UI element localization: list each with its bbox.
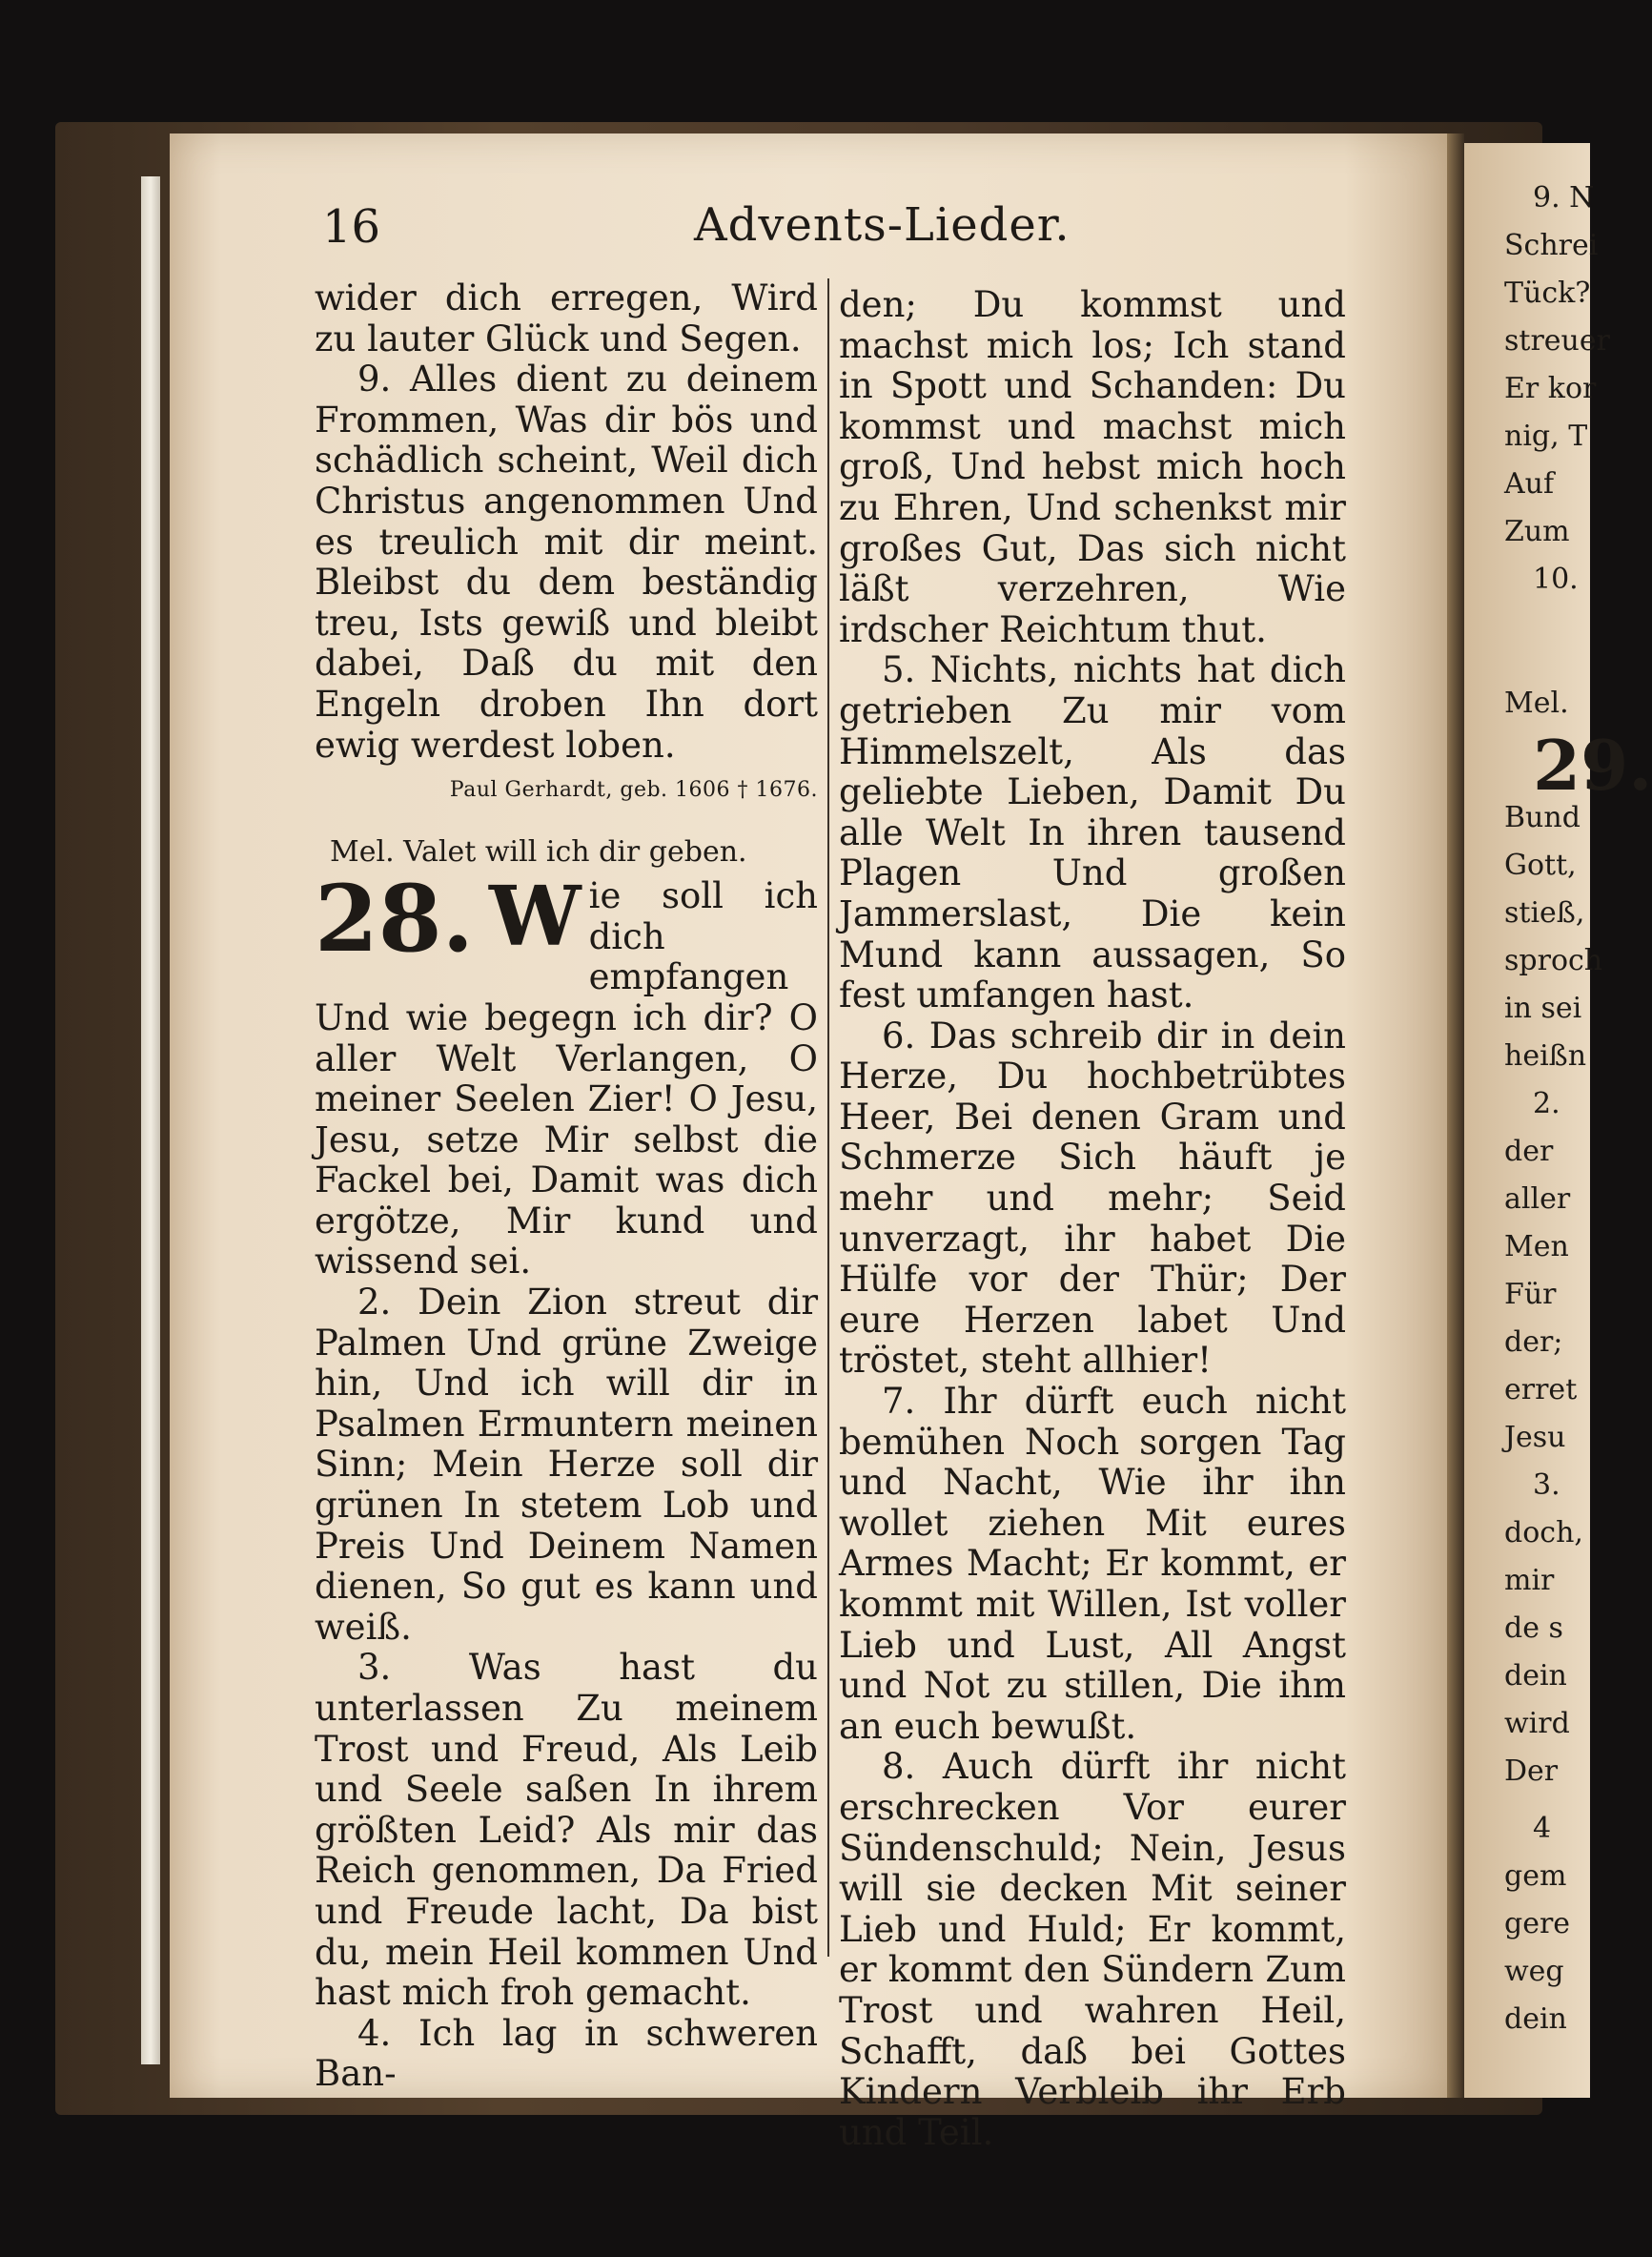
next-page-line: Gott, xyxy=(1504,849,1577,882)
next-page-line: 3. xyxy=(1533,1468,1560,1502)
next-page-line: Auf xyxy=(1504,467,1555,501)
stanza-2: 2. Dein Zion streut dir Palmen Und grüne Zweige hin, Und ich will dir in Psalmen Ermuntern meinen Sinn; Mein Herze soll dir grünen In stetem Lob und Preis Und Deinem Namen dienen, So gut es kann und weiß. xyxy=(315,1282,818,1648)
stanza-9: 9. Alles dient zu deinem Frommen, Was dir bös und schädlich scheint, Weil dich Christus angenommen Und es treulich mit dir meint. Bleibst du dem beständig treu, Ists gewiß und bleibt dabei, Daß du mit den Engeln droben Ihn dort ewig werdest loben. xyxy=(315,359,818,766)
next-page-line: nig, T xyxy=(1504,420,1588,453)
hymn-28-stanza-1 xyxy=(315,865,818,1282)
next-page-fragment xyxy=(1464,143,1652,2098)
page-title: Advents-Lieder. xyxy=(694,198,1071,252)
page-number: 16 xyxy=(322,200,381,254)
next-page-line: heißn xyxy=(1504,1039,1587,1073)
stanza-1-text: ie soll ich dich empfangen Und wie begegn ich dir? O aller Welt Verlangen, O meiner Seelen Zier! O Jesu, Jesu, setze Mir selbst die Fackel bei, Damit was dich ergötze, Mir kund und wissend sei. xyxy=(315,875,818,1282)
stanza-continuation: wider dich erregen, Wird zu lauter Glück und Segen. xyxy=(315,277,818,359)
next-page-line: streuer xyxy=(1504,324,1610,358)
next-page-line: 10. xyxy=(1533,563,1579,596)
next-page-line: de s xyxy=(1504,1611,1563,1645)
next-page-line: der xyxy=(1504,1135,1554,1168)
next-page-line: dein xyxy=(1504,2002,1567,2036)
stanza-7: 7. Ihr dürft euch nicht bemühen Noch sorgen Tag und Nacht, Wie ihr ihn wollet ziehen Mit eures Armes Macht; Er kommt, er kommt mit Willen, Ist voller Lieb und Lust, All Angst und Not zu stillen, Die ihm an euch bewußt. xyxy=(839,1381,1346,1747)
next-page-line: Mel. xyxy=(1504,687,1569,720)
book-gutter xyxy=(1447,133,1464,2098)
next-page-line: wird xyxy=(1504,1707,1570,1740)
next-page-line: Tück? xyxy=(1504,277,1591,310)
page-block-edge xyxy=(141,176,160,2064)
stanza-4-start: 4. Ich lag in schweren Ban- xyxy=(315,2012,818,2095)
next-page-line: sproch xyxy=(1504,944,1603,977)
next-page-line: erret xyxy=(1504,1373,1578,1406)
next-page-line: Schrei xyxy=(1504,229,1599,262)
next-page-line: Bund xyxy=(1504,801,1581,834)
next-page-line: gere xyxy=(1504,1907,1571,1940)
next-page-line: aller xyxy=(1504,1182,1571,1216)
next-page-line: 4 xyxy=(1533,1812,1552,1845)
next-page-line: Der xyxy=(1504,1754,1559,1788)
next-page-line: Jesu xyxy=(1504,1421,1566,1454)
hymn-number: 28. xyxy=(315,865,475,974)
stanza-3: 3. Was hast du unterlassen Zu meinem Trost und Freud, Als Leib und Seele saßen In ihrem größten Leid? Als mir das Reich genommen, Da Fried und Freude lacht, Da bist du, mein Heil kommen Und hast mich froh gemacht. xyxy=(315,1647,818,2014)
page-header xyxy=(322,200,1314,267)
next-page-line: 9. N xyxy=(1533,181,1595,215)
next-page-line: mir xyxy=(1504,1564,1555,1597)
next-page-line: in sei xyxy=(1504,992,1582,1025)
stanza-6: 6. Das schreib dir in dein Herze, Du hochbetrübtes Heer, Bei denen Gram und Schmerze Sich häuft je mehr und mehr; Seid unverzagt, ihr habet Die Hülfe vor der Thür; Der eure Herzen labet Und tröstet, steht allhier! xyxy=(839,1015,1346,1382)
stanza-5: 5. Nichts, nichts hat dich getrieben Zu mir vom Himmelszelt, Als das geliebte Lieben, Damit Du alle Welt In ihren tausend Plagen Und großen Jammerslast, Die kein Mund kann aussagen, So fest umfangen hast. xyxy=(839,649,1346,1016)
next-page-line: gem xyxy=(1504,1859,1567,1893)
next-page-line: doch, xyxy=(1504,1516,1583,1549)
next-page-line: Zum xyxy=(1504,515,1570,548)
next-page-line: Men xyxy=(1504,1230,1569,1263)
next-page-line: weg xyxy=(1504,1955,1564,1988)
next-page-line: dein xyxy=(1504,1659,1567,1693)
column-divider xyxy=(827,278,829,1957)
next-page-line: Für xyxy=(1504,1278,1557,1311)
stanza-8: 8. Auch dürft ihr nicht erschrecken Vor eurer Sündenschuld; Nein, Jesus will sie decken Mit seiner Lieb und Huld; Er kommt, er kommt den Sündern Zum Trost und wahren Heil, Schafft, daß bei Gottes Kindern Verbleib ihr Erb und Teil. xyxy=(839,1746,1346,2153)
next-page-line: 29. xyxy=(1533,725,1652,806)
hymn-author: Paul Gerhardt, geb. 1606 † 1676. xyxy=(449,778,818,803)
next-page-line: 2. xyxy=(1533,1087,1560,1120)
next-page-line: stieß, xyxy=(1504,896,1585,930)
melody-line: Mel. Valet will ich dir geben. xyxy=(330,835,747,870)
drop-cap: W xyxy=(489,869,581,966)
left-column xyxy=(315,278,818,2095)
right-column xyxy=(839,285,1346,2153)
next-page-line: der; xyxy=(1504,1325,1563,1359)
stanza-4-end: den; Du kommst und machst mich los; Ich stand in Spott und Schanden: Du kommst und machst mich groß, Und hebst mich hoch zu Ehren, Und schenkst mir großes Gut, Das sich nicht läßt verzehren, Wie irdscher Reichtum thut. xyxy=(839,284,1346,650)
next-page-line: Er kor xyxy=(1504,372,1597,405)
